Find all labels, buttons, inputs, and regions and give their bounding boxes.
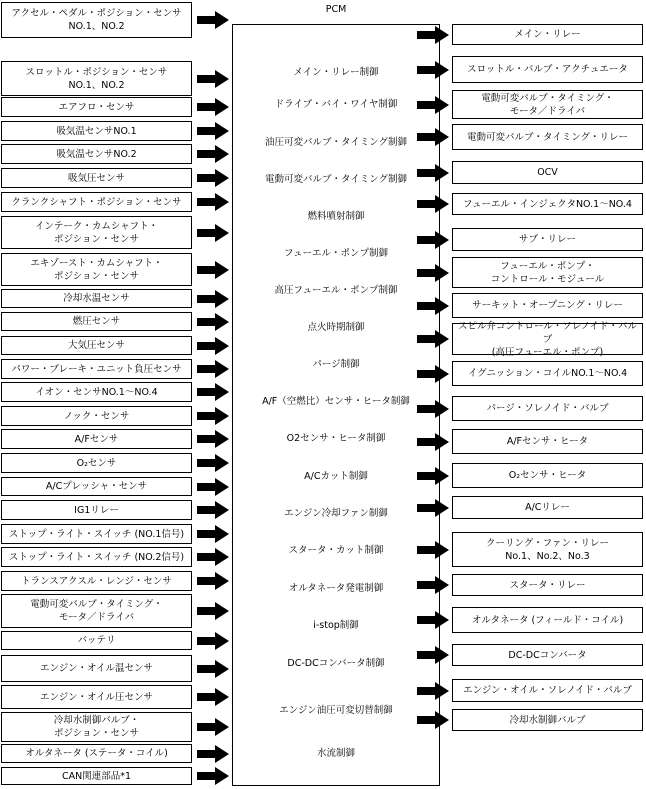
output-arrow xyxy=(417,646,449,664)
input-arrow xyxy=(197,11,229,29)
output-arrow xyxy=(417,164,449,182)
input-box: オルタネータ (ステータ・コイル) xyxy=(1,744,192,763)
input-box: 吸気温センサNO.1 xyxy=(1,121,192,141)
input-box: バッテリ xyxy=(1,631,192,650)
output-box: 電動可変バルブ・タイミング・リレー xyxy=(452,124,643,150)
input-arrow xyxy=(197,313,229,331)
output-arrow xyxy=(417,264,449,282)
input-arrow xyxy=(197,383,229,401)
output-arrow xyxy=(417,195,449,213)
input-arrow xyxy=(197,122,229,140)
output-box: 電動可変バルブ・タイミング・ モータ／ドライバ xyxy=(452,90,643,119)
output-box: サブ・リレー xyxy=(452,228,643,251)
output-arrow xyxy=(417,711,449,729)
output-arrow xyxy=(417,365,449,383)
control-function-label: 油圧可変バルブ・タイミング制御 xyxy=(264,137,408,148)
output-arrow xyxy=(417,433,449,451)
input-box: トランスアクスル・レンジ・センサ xyxy=(1,571,192,591)
input-arrow xyxy=(197,145,229,163)
input-box: A/Fセンサ xyxy=(1,429,192,449)
input-arrow xyxy=(197,660,229,678)
output-arrow xyxy=(417,231,449,249)
control-function-label: ドライブ・バイ・ワイヤ制御 xyxy=(274,99,398,110)
input-box: エンジン・オイル温センサ xyxy=(1,655,192,682)
input-arrow xyxy=(197,602,229,620)
input-box: ストップ・ライト・スイッチ (NO.1信号) xyxy=(1,524,192,544)
input-box: A/Cプレッシャ・センサ xyxy=(1,477,192,496)
input-box: 燃圧センサ xyxy=(1,312,192,331)
input-arrow xyxy=(197,261,229,279)
control-function-label: オルタネータ発電制御 xyxy=(288,583,384,594)
output-arrow xyxy=(417,61,449,79)
control-function-label: DC-DCコンバータ制御 xyxy=(287,658,385,669)
input-arrow xyxy=(197,478,229,496)
output-box: O₂センサ・ヒータ xyxy=(452,463,643,488)
output-arrow xyxy=(417,330,449,348)
output-arrow xyxy=(417,541,449,559)
input-arrow xyxy=(197,70,229,88)
output-box: サーキット・オープニング・リレー xyxy=(452,293,643,318)
input-arrow xyxy=(197,745,229,763)
output-arrow xyxy=(417,499,449,517)
input-arrow xyxy=(197,454,229,472)
input-box: IG1リレー xyxy=(1,500,192,520)
output-arrow xyxy=(417,297,449,315)
control-function-label: 燃料噴射制御 xyxy=(307,211,365,222)
input-box: CAN関連部品*1 xyxy=(1,767,192,785)
output-box: A/Cリレー xyxy=(452,496,643,519)
output-box: DC-DCコンバータ xyxy=(452,644,643,666)
pcm-title: PCM xyxy=(325,4,347,15)
input-arrow xyxy=(197,169,229,187)
input-box: 吸気温センサNO.2 xyxy=(1,144,192,164)
control-function-label: エンジン油圧可変切替制御 xyxy=(279,705,393,716)
input-box: クランクシャフト・ポジション・センサ xyxy=(1,192,192,212)
control-function-label: メイン・リレー制御 xyxy=(293,67,379,78)
output-box: メイン・リレー xyxy=(452,24,643,45)
control-function-label: スタータ・カット制御 xyxy=(288,545,384,556)
output-box: スタータ・リレー xyxy=(452,574,643,596)
input-arrow xyxy=(197,688,229,706)
output-arrow xyxy=(417,682,449,700)
input-box: 電動可変バルブ・タイミング・ モータ／ドライバ xyxy=(1,594,192,628)
control-function-label: A/Cカット制御 xyxy=(304,471,368,482)
input-arrow xyxy=(197,430,229,448)
output-arrow xyxy=(417,26,449,44)
input-box: 吸気圧センサ xyxy=(1,168,192,188)
output-arrow xyxy=(417,128,449,146)
output-box: クーリング・ファン・リレー No.1、No.2、No.3 xyxy=(452,532,643,567)
control-function-label: エンジン冷却ファン制御 xyxy=(284,508,388,519)
input-box: 冷却水温センサ xyxy=(1,289,192,308)
input-box: ストップ・ライト・スイッチ (NO.2信号) xyxy=(1,547,192,567)
input-box: スロットル・ポジション・センサ NO.1、NO.2 xyxy=(1,61,192,96)
input-arrow xyxy=(197,224,229,242)
output-box: 冷却水制御バルブ xyxy=(452,709,643,731)
output-box: A/Fセンサ・ヒータ xyxy=(452,429,643,454)
output-arrow xyxy=(417,96,449,114)
input-arrow xyxy=(197,767,229,785)
input-arrow xyxy=(197,337,229,355)
input-arrow xyxy=(197,193,229,211)
output-arrow xyxy=(417,400,449,418)
input-arrow xyxy=(197,632,229,650)
input-arrow xyxy=(197,525,229,543)
output-arrow xyxy=(417,576,449,594)
input-box: エアフロ・センサ xyxy=(1,97,192,117)
input-arrow xyxy=(197,98,229,116)
output-box: OCV xyxy=(452,161,643,184)
input-box: 大気圧センサ xyxy=(1,336,192,355)
input-arrow xyxy=(197,501,229,519)
input-box: エンジン・オイル圧センサ xyxy=(1,685,192,709)
control-function-label: パージ制御 xyxy=(312,359,360,370)
input-arrow xyxy=(197,360,229,378)
input-box: O₂センサ xyxy=(1,453,192,473)
input-arrow xyxy=(197,572,229,590)
control-function-label: i-stop制御 xyxy=(313,620,359,631)
output-arrow xyxy=(417,611,449,629)
output-box: パージ・ソレノイド・バルブ xyxy=(452,396,643,421)
output-box: スピル弁コントロール・ソレノイド・バルブ (高圧フューエル・ポンプ) xyxy=(452,323,643,355)
input-box: イオン・センサNO.1～NO.4 xyxy=(1,382,192,402)
control-function-label: 水流制御 xyxy=(316,748,355,759)
control-function-label: 電動可変バルブ・タイミング制御 xyxy=(264,174,408,185)
control-function-label: O2センサ・ヒータ制御 xyxy=(286,433,386,444)
input-arrow xyxy=(197,548,229,566)
control-function-label: 高圧フューエル・ポンプ制御 xyxy=(274,285,398,296)
input-box: インテーク・カムシャフト・ ポジション・センサ xyxy=(1,216,192,249)
control-function-label: フューエル・ポンプ制御 xyxy=(283,248,389,259)
input-arrow xyxy=(197,290,229,308)
input-box: 冷却水制御バルブ・ ポジション・センサ xyxy=(1,712,192,742)
output-box: イグニッション・コイルNO.1～NO.4 xyxy=(452,361,643,386)
control-function-label: 点火時期制御 xyxy=(307,322,365,333)
output-arrow xyxy=(417,467,449,485)
control-function-label: A/F（空燃比）センサ・ヒータ制御 xyxy=(262,396,410,407)
output-box: フューエル・インジェクタNO.1～NO.4 xyxy=(452,193,643,215)
input-arrow xyxy=(197,718,229,736)
output-box: フューエル・ポンプ・ コントロール・モジュール xyxy=(452,257,643,288)
input-box: エキゾースト・カムシャフト・ ポジション・センサ xyxy=(1,253,192,286)
input-arrow xyxy=(197,407,229,425)
output-box: スロットル・バルブ・アクチュエータ xyxy=(452,56,643,83)
input-box: ノック・センサ xyxy=(1,406,192,426)
output-box: エンジン・オイル・ソレノイド・バルブ xyxy=(452,679,643,702)
output-box: オルタネータ (フィールド・コイル) xyxy=(452,607,643,633)
input-box: アクセル・ペダル・ポジション・センサ NO.1、NO.2 xyxy=(1,2,192,38)
input-box: パワー・ブレーキ・ユニット負圧センサ xyxy=(1,359,192,379)
